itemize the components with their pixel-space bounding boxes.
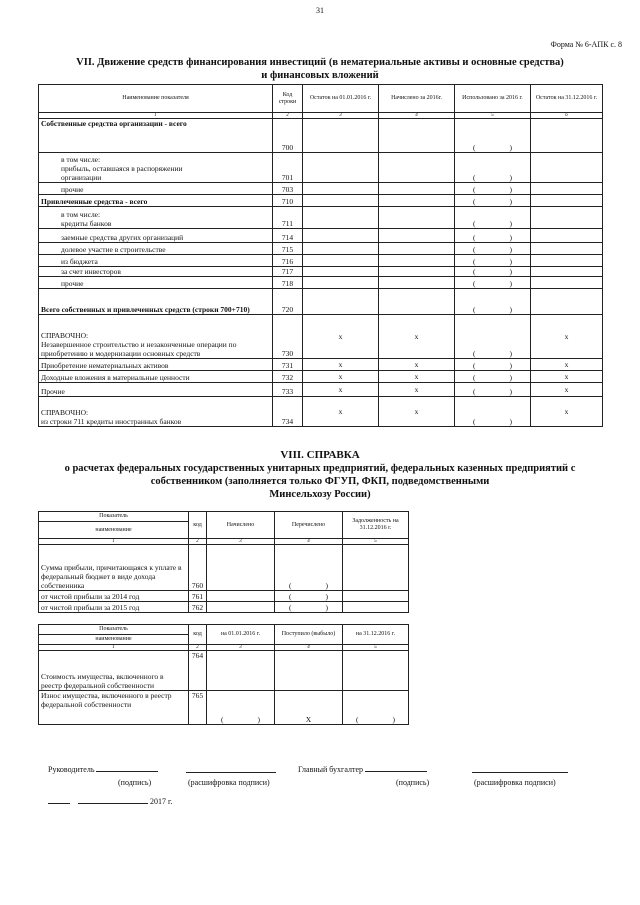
row-label: Сумма прибыли, причитающаяся к уплате в федеральный бюджет в виде дохода собственника xyxy=(39,545,189,591)
paren-open: ( xyxy=(289,581,292,590)
table-row xyxy=(39,371,603,383)
table-row xyxy=(39,277,603,289)
paren-open: ( xyxy=(473,387,476,396)
x-mark: x xyxy=(379,397,455,427)
paren-open: ( xyxy=(473,417,476,426)
paren-close: ) xyxy=(509,233,512,242)
table-row xyxy=(39,153,603,183)
row-code: 715 xyxy=(273,243,303,255)
row-label: СПРАВОЧНО: из строки 711 кредиты иностранных банков xyxy=(39,397,273,427)
row-label: от чистой прибыли за 2015 год xyxy=(39,602,189,613)
accrued-cell[interactable] xyxy=(379,267,455,277)
used-cell[interactable] xyxy=(455,359,531,371)
used-cell[interactable] xyxy=(455,289,531,315)
row-label: Стоимость имущества, включенного в реестр федеральной собственности xyxy=(39,651,189,691)
table-row xyxy=(39,183,603,195)
row-code: 716 xyxy=(273,255,303,267)
paren-open: ( xyxy=(289,603,292,612)
table-row xyxy=(39,243,603,255)
header-start: Остаток на 01.01.2016 г. xyxy=(303,85,379,113)
federal-property-table xyxy=(38,624,409,725)
row-label: Собственные средства организации - всего xyxy=(39,119,273,153)
end-balance-cell[interactable] xyxy=(531,255,603,267)
x-mark: x xyxy=(531,371,603,383)
paren-close: ) xyxy=(509,279,512,288)
head-label: Руководитель xyxy=(48,765,95,774)
table-row xyxy=(39,383,603,397)
used-cell[interactable] xyxy=(343,691,409,725)
index-row: 1 2 3 4 5 6 xyxy=(39,113,603,119)
section7-title: VII. Движение средств финансирования инвестиций (в нематериальные активы и основные средства) и финансовых вложений xyxy=(76,57,564,81)
row-code: 730 xyxy=(273,315,303,359)
paren-close: ) xyxy=(509,185,512,194)
header-end: на 31.12.2016 г. xyxy=(343,625,409,645)
debt-cell[interactable] xyxy=(343,602,409,613)
x-mark: x xyxy=(531,383,603,397)
used-cell[interactable] xyxy=(275,602,343,613)
accrued-cell[interactable] xyxy=(379,119,455,153)
page-number: 31 xyxy=(316,6,324,15)
end-balance-cell[interactable] xyxy=(531,119,603,153)
accrued-cell[interactable] xyxy=(379,277,455,289)
header-name: наименование xyxy=(39,522,189,539)
investment-financing-table xyxy=(38,84,603,427)
date-day-line[interactable] xyxy=(48,803,70,804)
row-code: 764 xyxy=(189,651,207,691)
table-row xyxy=(39,315,603,359)
row-label: Прочие xyxy=(39,383,273,397)
row-label: Всего собственных и привлеченных средств (строки 700+710) xyxy=(39,289,273,315)
x-mark: x xyxy=(303,359,379,371)
x-mark: x xyxy=(379,315,455,359)
x-mark: x xyxy=(379,383,455,397)
start-balance-cell[interactable] xyxy=(303,119,379,153)
x-mark: x xyxy=(531,359,603,371)
row-code: 718 xyxy=(273,277,303,289)
accrued-cell[interactable] xyxy=(379,207,455,229)
header-code: код xyxy=(189,625,207,645)
header-transferred: Перечислено xyxy=(275,512,343,539)
accountant-signature-block xyxy=(298,765,427,774)
row-label: Износ имущества, включенного в реестр федеральной собственности xyxy=(39,691,189,725)
row-label: заемные средства других организаций xyxy=(39,229,273,243)
accountant-decoding-line[interactable] xyxy=(472,772,568,773)
end-balance-cell[interactable] xyxy=(531,243,603,255)
accrued-cell[interactable] xyxy=(207,545,275,591)
accountant-decoding-caption: (расшифровка подписи) xyxy=(474,778,556,787)
x-mark: x xyxy=(379,371,455,383)
table-row xyxy=(39,195,603,207)
row-label: от чистой прибыли за 2014 год xyxy=(39,591,189,602)
paren-close: ) xyxy=(509,197,512,206)
paren-close: ) xyxy=(509,417,512,426)
header-used: Использовано за 2016 г. xyxy=(455,85,531,113)
row-label: Привлеченные средства - всего xyxy=(39,195,273,207)
paren-open: ( xyxy=(473,349,476,358)
paren-open: ( xyxy=(473,185,476,194)
row-label: Приобретение нематериальных активов xyxy=(39,359,273,371)
used-cell[interactable] xyxy=(455,315,531,359)
paren-close: ) xyxy=(509,305,512,314)
head-signature-line[interactable] xyxy=(96,771,158,772)
row-code: 761 xyxy=(189,591,207,602)
end-balance-cell[interactable] xyxy=(531,195,603,207)
row-label: в том числе: прибыль, оставшаяся в распоряжении организации xyxy=(39,153,273,183)
table-row xyxy=(39,545,409,591)
paren-open: ( xyxy=(221,715,224,724)
row-label: прочие xyxy=(39,277,273,289)
accountant-signature-caption: (подпись) xyxy=(396,778,430,787)
paren-open: ( xyxy=(473,257,476,266)
table-row xyxy=(39,119,603,153)
header-accrued: Начислено за 2016г. xyxy=(379,85,455,113)
end-value-cell[interactable] xyxy=(343,651,409,691)
accountant-label: Главный бухгалтер xyxy=(298,765,363,774)
start-balance-cell[interactable] xyxy=(303,255,379,267)
paren-close: ) xyxy=(509,257,512,266)
accrued-cell[interactable] xyxy=(379,183,455,195)
start-balance-cell[interactable] xyxy=(303,207,379,229)
date-month-line[interactable] xyxy=(78,803,148,804)
index-row: 1 2 3 4 5 xyxy=(39,539,409,545)
debt-cell[interactable] xyxy=(343,545,409,591)
row-code: 714 xyxy=(273,229,303,243)
paren-open: ( xyxy=(289,592,292,601)
row-label: Доходные вложения в материальные ценности xyxy=(39,371,273,383)
used-cell[interactable] xyxy=(455,183,531,195)
paren-close: ) xyxy=(509,143,512,152)
used-cell[interactable] xyxy=(455,277,531,289)
row-code: 760 xyxy=(189,545,207,591)
used-cell[interactable] xyxy=(455,207,531,229)
accrued-cell[interactable] xyxy=(207,591,275,602)
paren-open: ( xyxy=(473,143,476,152)
head-signature-caption: (подпись) xyxy=(118,778,152,787)
start-balance-cell[interactable] xyxy=(303,229,379,243)
accrued-cell[interactable] xyxy=(379,243,455,255)
paren-close: ) xyxy=(509,387,512,396)
debt-cell[interactable] xyxy=(343,591,409,602)
row-label: прочие xyxy=(39,183,273,195)
table-row xyxy=(39,359,603,371)
header-code: код xyxy=(189,512,207,539)
received-cell[interactable] xyxy=(275,651,343,691)
used-cell[interactable] xyxy=(455,229,531,243)
x-mark: x xyxy=(531,315,603,359)
end-balance-cell[interactable] xyxy=(531,267,603,277)
header-code: Код строки xyxy=(273,85,303,113)
row-code: 731 xyxy=(273,359,303,371)
start-balance-cell[interactable] xyxy=(303,183,379,195)
used-cell[interactable] xyxy=(207,691,275,725)
date-block xyxy=(48,797,172,806)
start-balance-cell[interactable] xyxy=(303,195,379,207)
header-indicator: Показатель xyxy=(39,512,189,522)
row-label: в том числе: кредиты банков xyxy=(39,207,273,229)
x-mark: x xyxy=(379,359,455,371)
index-row: 1 2 3 4 5 xyxy=(39,645,409,651)
used-cell[interactable] xyxy=(455,397,531,427)
start-balance-cell[interactable] xyxy=(303,289,379,315)
paren-close: ) xyxy=(325,603,328,612)
row-code: 701 xyxy=(273,153,303,183)
row-code: 733 xyxy=(273,383,303,397)
accrued-cell[interactable] xyxy=(207,602,275,613)
used-cell[interactable] xyxy=(455,255,531,267)
end-balance-cell[interactable] xyxy=(531,153,603,183)
row-label: из бюджета xyxy=(39,255,273,267)
used-cell[interactable] xyxy=(455,119,531,153)
accrued-cell[interactable] xyxy=(379,153,455,183)
paren-close: ) xyxy=(509,267,512,276)
x-mark: x xyxy=(303,371,379,383)
federal-budget-table xyxy=(38,511,409,613)
head-signature-block xyxy=(48,765,158,774)
accountant-signature-line[interactable] xyxy=(365,771,427,772)
paren-close: ) xyxy=(392,715,395,724)
paren-close: ) xyxy=(257,715,260,724)
row-label: СПРАВОЧНО: Незавершенное строительство и незаконченные операции по приобретению и модернизации основных средств xyxy=(39,315,273,359)
paren-close: ) xyxy=(509,373,512,382)
paren-close: ) xyxy=(325,581,328,590)
start-value-cell[interactable] xyxy=(207,651,275,691)
end-balance-cell[interactable] xyxy=(531,277,603,289)
paren-close: ) xyxy=(325,592,328,601)
paren-open: ( xyxy=(356,715,359,724)
used-cell[interactable] xyxy=(275,545,343,591)
row-code: 711 xyxy=(273,207,303,229)
paren-open: ( xyxy=(473,305,476,314)
table-header-row xyxy=(39,85,603,113)
head-decoding-line[interactable] xyxy=(186,772,276,773)
paren-open: ( xyxy=(473,279,476,288)
paren-open: ( xyxy=(473,373,476,382)
row-label: долевое участие в строительстве xyxy=(39,243,273,255)
used-cell[interactable] xyxy=(455,243,531,255)
table-row xyxy=(39,397,603,427)
table-row xyxy=(39,691,409,725)
table-row xyxy=(39,591,409,602)
paren-open: ( xyxy=(473,197,476,206)
x-mark: x xyxy=(303,383,379,397)
table-row xyxy=(39,267,603,277)
paren-open: ( xyxy=(473,267,476,276)
section8-title: VIII. СПРАВКА о расчетах федеральных государственных унитарных предприятий, федеральных казенных предприятий с собственником (заполняется только ФГУП, ФКП, подведомственными Минсельхозу России) xyxy=(64,449,576,500)
row-code: 765 xyxy=(189,691,207,725)
paren-open: ( xyxy=(473,245,476,254)
row-code: 734 xyxy=(273,397,303,427)
used-cell[interactable] xyxy=(275,591,343,602)
header-end: Остаток на 31.12.2016 г. xyxy=(531,85,603,113)
table-row xyxy=(39,255,603,267)
accrued-cell[interactable] xyxy=(379,195,455,207)
header-name: Наименование показателя xyxy=(39,85,273,113)
paren-close: ) xyxy=(509,245,512,254)
end-balance-cell[interactable] xyxy=(531,183,603,195)
paren-close: ) xyxy=(509,349,512,358)
accrued-cell[interactable] xyxy=(379,289,455,315)
paren-close: ) xyxy=(509,219,512,228)
used-cell[interactable] xyxy=(455,371,531,383)
header-start: на 01.01.2016 г. xyxy=(207,625,275,645)
head-decoding-caption: (расшифровка подписи) xyxy=(188,778,270,787)
row-code: 703 xyxy=(273,183,303,195)
row-code: 717 xyxy=(273,267,303,277)
table-row xyxy=(39,229,603,243)
row-code: 762 xyxy=(189,602,207,613)
paren-open: ( xyxy=(473,361,476,370)
paren-close: ) xyxy=(509,361,512,370)
header-indicator: Показатель xyxy=(39,625,189,635)
paren-close: ) xyxy=(509,173,512,182)
used-cell[interactable] xyxy=(455,195,531,207)
x-mark: x xyxy=(303,397,379,427)
used-cell[interactable] xyxy=(455,153,531,183)
row-label: за счет инвесторов xyxy=(39,267,273,277)
header-received: Поступило (выбыло) xyxy=(275,625,343,645)
paren-open: ( xyxy=(473,233,476,242)
row-code: 700 xyxy=(273,119,303,153)
start-balance-cell[interactable] xyxy=(303,267,379,277)
paren-open: ( xyxy=(473,173,476,182)
row-code: 720 xyxy=(273,289,303,315)
table-row xyxy=(39,207,603,229)
date-year: 2017 г. xyxy=(150,797,173,806)
end-balance-cell[interactable] xyxy=(531,229,603,243)
end-balance-cell[interactable] xyxy=(531,207,603,229)
paren-open: ( xyxy=(473,219,476,228)
start-balance-cell[interactable] xyxy=(303,277,379,289)
x-mark: x xyxy=(531,397,603,427)
accrued-cell[interactable] xyxy=(379,229,455,243)
table-row xyxy=(39,651,409,691)
row-code: 732 xyxy=(273,371,303,383)
row-code: 710 xyxy=(273,195,303,207)
x-mark: X xyxy=(275,691,343,725)
start-balance-cell[interactable] xyxy=(303,153,379,183)
table-row xyxy=(39,289,603,315)
header-debt: Задолженность на 31.12.2016 г. xyxy=(343,512,409,539)
form-label: Форма № 6-АПК с. 8 xyxy=(550,40,622,49)
table-row xyxy=(39,602,409,613)
start-balance-cell[interactable] xyxy=(303,243,379,255)
end-balance-cell[interactable] xyxy=(531,289,603,315)
header-accrued: Начислено xyxy=(207,512,275,539)
x-mark: x xyxy=(303,315,379,359)
accrued-cell[interactable] xyxy=(379,255,455,267)
used-cell[interactable] xyxy=(455,383,531,397)
used-cell[interactable] xyxy=(455,267,531,277)
header-name: наименование xyxy=(39,635,189,645)
